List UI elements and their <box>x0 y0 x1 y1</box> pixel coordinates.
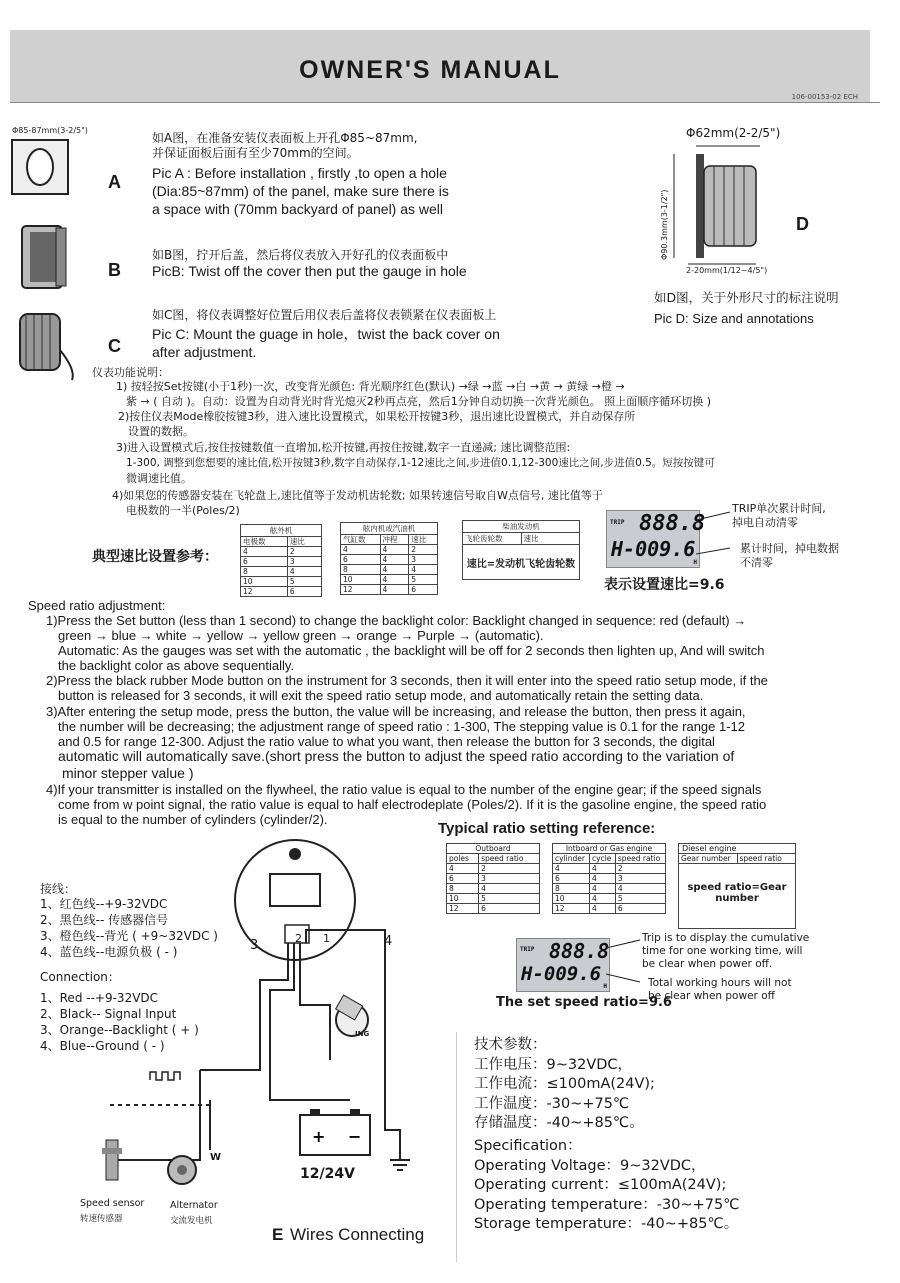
cn-table-inboard <box>340 522 438 595</box>
table-title: Diesel engine <box>679 844 795 854</box>
table-title: 柴油发动机 <box>463 521 579 533</box>
note-line: be clear when power off <box>648 990 775 1002</box>
table-cell: 10 <box>447 894 479 904</box>
table-cell: 3 <box>479 874 540 884</box>
note-line: 累计时间，掉电数据 <box>740 542 839 555</box>
diesel-formula: speed ratio=Gear number <box>687 882 787 904</box>
table-header: poles <box>447 854 479 864</box>
table-header: 速比 <box>523 534 539 543</box>
table-cell: 5 <box>409 575 438 585</box>
table-header: cycle <box>590 854 616 864</box>
step-d-letter: D <box>796 214 809 234</box>
table-cell: 2 <box>409 545 438 555</box>
note-line: 掉电自动清零 <box>732 516 798 529</box>
figure-c-gauge-back <box>14 310 84 382</box>
speed-ratio-line: button is released for 3 seconds, it will exit the speed ratio setup mode, and automatically retain the setting data. <box>58 688 704 703</box>
note-line: 不清零 <box>740 556 773 569</box>
table-cell: 4 <box>615 884 665 894</box>
speed-ratio-line: come from w point signal, the ratio value is equal to half electrodeplate (Poles/2). If it is the gasoline engine, the speed ratio <box>58 797 767 812</box>
table-cell: 4 <box>590 884 616 894</box>
wiring-en-item: 3、Orange--Backlight ( + ) <box>40 1023 199 1037</box>
table-header: speed ratio <box>615 854 665 864</box>
table-cell: 2 <box>615 864 665 874</box>
lcd-callout-lines <box>696 508 732 564</box>
cn-function-line: 4)如果您的传感器安装在飞轮盘上,速比值等于发动机齿轮数; 如果转速信号取自W点信号, 速比值等于 <box>112 489 603 502</box>
specs-en <box>474 1137 739 1235</box>
step-a-en-1: Pic A : Before installation , firstly ,to open a hole <box>152 165 447 181</box>
table-cell: 8 <box>447 884 479 894</box>
table-cell: 8 <box>241 567 288 577</box>
table-header: speed ratio <box>479 854 540 864</box>
speed-sensor-label: Speed sensor <box>80 1198 145 1209</box>
cn-lcd-note-2 <box>740 542 839 570</box>
en-table-diesel <box>678 843 796 929</box>
table-header: 电极数 <box>241 537 288 547</box>
step-b-letter: B <box>108 260 121 280</box>
hole-dimension: Φ85-87mm(3-2/5") <box>12 126 88 135</box>
table-cell: 10 <box>241 577 288 587</box>
speed-ratio-line: Automatic: As the gauges was set with the automatic , the backlight will be off for 2 seconds then lighten up, And will switch <box>58 643 765 658</box>
cn-lcd-note-1 <box>732 502 826 530</box>
column-divider <box>456 1032 457 1262</box>
svg-text:+: + <box>312 1127 326 1146</box>
speed-ratio-line: is equal to the number of cylinders (cylinder/2). <box>58 812 328 827</box>
table-cell: 6 <box>479 904 540 914</box>
wiring-cn-heading: 接线： <box>40 882 77 896</box>
lcd-trip-label: TRIP <box>610 519 625 526</box>
spec-line: Operating Voltage：9~32VDC， <box>474 1157 706 1174</box>
lcd-hours-value: H-009.6 <box>611 537 696 561</box>
table-header: Gear number <box>679 854 738 863</box>
table-cell: 6 <box>409 585 438 595</box>
specs-cn-heading: 技术参数： <box>474 1037 547 1053</box>
table-cell: 6 <box>241 557 288 567</box>
speed-ratio-line: the backlight color as above sequentially. <box>58 658 295 673</box>
spec-line: Storage temperature：-40~+85℃。 <box>474 1216 739 1232</box>
cn-function-line: 设置的数据。 <box>128 425 194 438</box>
table-cell: 2 <box>479 864 540 874</box>
ignition-label: ING <box>355 1030 370 1038</box>
table-cell: 6 <box>553 874 590 884</box>
note-line: Trip is to display the cumulative <box>642 932 810 944</box>
speed-ratio-line: minor stepper value ) <box>62 765 194 781</box>
step-a-letter: A <box>108 172 121 192</box>
header-rule <box>10 102 880 103</box>
speed-ratio-line: 2)Press the black rubber Mode button on the instrument for 3 seconds, then it will enter into the speed ratio setup mode, if the <box>46 673 768 688</box>
cn-function-line: 2)按住仪表Mode橡胶按键3秒，进入速比设置模式，如果松开按键3秒，退出速比设置模式，并自动保存所 <box>118 410 636 423</box>
spec-line: 存储温度：-40~+85℃。 <box>474 1115 644 1131</box>
table-header: 飞轮齿轮数 <box>463 533 522 544</box>
cn-function-line: 电极数的一半(Poles/2) <box>126 504 240 517</box>
table-header: 速比 <box>409 535 438 545</box>
cn-function-line: 微调速比值。 <box>126 472 192 485</box>
speed-ratio-line: and 0.5 for range 12-300. Adjust the ratio value to what you want, then release the button for 3 seconds, the digital <box>58 734 715 749</box>
table-header: speed ratio <box>739 854 782 863</box>
figure-a-panel-hole <box>10 136 70 196</box>
cn-function-line: 3)进入设置模式后,按住按键数值一直增加,松开按键,再按住按键,数字一直递减; 速比调整范围: <box>116 441 571 454</box>
step-c-en-2: after adjustment. <box>152 344 257 360</box>
table-cell: 4 <box>590 904 616 914</box>
wiring-diagram <box>90 830 430 1220</box>
table-header: 速比 <box>287 537 321 547</box>
wiring-cn-item: 2、黑色线-- 传感器信号 <box>40 913 169 927</box>
table-cell: 12 <box>341 585 381 595</box>
table-cell: 4 <box>447 864 479 874</box>
note-line: time for one working time, will <box>642 945 803 957</box>
cn-function-line: 1) 按轻按Set按键(小于1秒)一次，改变背光颜色: 背光顺序红色(默认) →绿 →蓝 →白 →黄 → 黄绿 →橙 → <box>116 380 625 393</box>
diesel-formula: 速比=发动机飞轮齿轮数 <box>466 559 576 570</box>
cn-functions-heading: 仪表功能说明： <box>92 366 169 379</box>
speed-ratio-line: 4)If your transmitter is installed on the flywheel, the ratio value is equal to the number of the engine gear; if the speed signals <box>46 782 762 797</box>
step-c-letter: C <box>108 336 121 356</box>
table-cell: 6 <box>287 587 321 597</box>
specs-cn <box>474 1036 655 1134</box>
step-a-cn-1: 如A图，在准备安装仪表面板上开孔Φ85~87mm, <box>152 131 418 145</box>
table-cell: 2 <box>287 547 321 557</box>
table-header: 气缸数 <box>341 535 381 545</box>
table-cell: 4 <box>590 874 616 884</box>
wiring-en-item: 1、Red --+9-32VDC <box>40 991 159 1005</box>
table-cell: 4 <box>380 565 409 575</box>
wire-number-1: 1 <box>323 932 330 945</box>
table-cell: 8 <box>553 884 590 894</box>
cn-table-diesel <box>462 520 580 580</box>
table-cell: 5 <box>287 577 321 587</box>
wiring-cn-item: 1、红色线--+9-32VDC <box>40 897 168 911</box>
cn-function-line: 紫 → ( 自动 )。自动：设置为自动背光时背光熄灭2秒再点亮，然后1分钟自动切换一次背光颜色。 照上面顺序循环切换 ) <box>126 395 712 408</box>
table-cell: 12 <box>447 904 479 914</box>
wire-number-3: 3 <box>250 938 259 953</box>
document-code: 106-00153-02 ECH <box>791 93 858 101</box>
table-cell: 5 <box>615 894 665 904</box>
lcd-trip-label: TRIP <box>520 946 535 953</box>
table-cell: 10 <box>553 894 590 904</box>
step-c-cn: 如C图，将仪表调整好位置后用仪表后盖将仪表锁紧在仪表面板上 <box>152 308 497 322</box>
table-header: 冲程 <box>380 535 409 545</box>
table-cell: 4 <box>553 864 590 874</box>
en-lcd-note-1 <box>642 932 809 971</box>
figure-e-letter: E <box>272 1225 284 1244</box>
table-cell: 6 <box>615 904 665 914</box>
dimension-height: Φ90.3mm(3-1/2") <box>660 189 669 260</box>
table-cell: 4 <box>241 547 288 557</box>
speed-ratio-line: the number will be decreasing; the adjustment range of speed ratio : 1-300, The stepping value is 0.1 for the range 1-12 <box>58 719 746 734</box>
note-line: TRIP单次累计时间, <box>732 502 826 515</box>
note-line: be clear when power off. <box>642 958 773 970</box>
spec-line: 工作电流：≤100mA(24V); <box>474 1076 655 1092</box>
wiring-en-item: 4、Blue--Ground ( - ) <box>40 1039 165 1053</box>
table-cell: 3 <box>615 874 665 884</box>
en-ref-title: Typical ratio setting reference: <box>438 820 656 837</box>
table-cell: 4 <box>380 585 409 595</box>
table-title: Intboard or Gas engine <box>552 843 666 853</box>
table-cell: 8 <box>341 565 381 575</box>
step-a-en-2: (Dia:85~87mm) of the panel, make sure there is <box>152 183 449 199</box>
cn-function-line: 1-300, 调整到您想要的速比值,松开按键3秒,数字自动保存,1-12速比之间,步进值0.1,12-300速比之间,步进值0.5。短按按键可 <box>126 457 715 469</box>
table-cell: 4 <box>380 575 409 585</box>
table-cell: 4 <box>380 555 409 565</box>
wiring-en-item: 2、Black-- Signal Input <box>40 1007 177 1021</box>
speed-ratio-line: 1)Press the Set button (less than 1 second) to change the backlight color: Backlight changed in sequence: red (default) → <box>46 613 747 628</box>
step-c-en-1: Pic C: Mount the guage in hole，twist the back cover on <box>152 326 500 342</box>
alternator-label-cn: 交流发电机 <box>170 1216 213 1226</box>
alternator-label: Alternator <box>170 1200 218 1211</box>
table-cell: 4 <box>380 545 409 555</box>
table-cell: 12 <box>553 904 590 914</box>
table-cell: 4 <box>479 884 540 894</box>
table-title: 舷内机或汽油机 <box>340 522 438 534</box>
table-cell: 3 <box>409 555 438 565</box>
spec-line: Operating temperature：-30~+75℃ <box>474 1196 740 1213</box>
en-table-outboard <box>446 843 540 914</box>
figure-e-caption: Wires Connecting <box>290 1225 425 1244</box>
lcd-h-label: H <box>693 559 697 566</box>
cn-ref-label: 典型速比设置参考： <box>92 549 218 565</box>
step-b-en: PicB: Twist off the cover then put the gauge in hole <box>152 263 467 279</box>
wire-number-4: 4 <box>384 934 393 949</box>
spec-line: Operating current：≤100mA(24V); <box>474 1177 727 1193</box>
spec-line: 工作电压：9~32VDC， <box>474 1056 633 1073</box>
wiring-en-heading: Connection： <box>40 970 120 984</box>
specs-en-heading: Specification： <box>474 1138 582 1154</box>
wiring-cn-item: 3、橙色线--背光 ( +9~32VDC ) <box>40 929 218 943</box>
wiring-cn-item: 4、蓝色线--电源负极 ( - ) <box>40 945 178 959</box>
table-cell: 3 <box>287 557 321 567</box>
table-title: Outboard <box>446 843 540 853</box>
lcd-display-en <box>516 938 610 992</box>
cn-table-outboard <box>240 524 322 597</box>
step-b-cn: 如B图，拧开后盖，然后将仪表放入开好孔的仪表面板中 <box>152 248 449 262</box>
wire-number-2: 2 <box>295 932 302 945</box>
lcd-hours-value: H-009.6 <box>521 963 602 985</box>
table-header: cylinder <box>553 854 590 864</box>
lcd-trip-value: 888.8 <box>639 511 706 536</box>
dimension-depth: 2-20mm(1/12~4/5") <box>686 266 768 275</box>
table-cell: 4 <box>409 565 438 575</box>
dimension-diameter: Φ62mm(2-2/5") <box>686 126 781 140</box>
speed-ratio-heading: Speed ratio adjustment: <box>28 598 166 613</box>
step-d-cn: 如D图，关于外形尺寸的标注说明 <box>654 290 839 305</box>
speed-ratio-line: green → blue → white → yellow → yellow green → orange → Purple → (automatic). <box>58 628 544 643</box>
figure-b-gauge-side <box>16 218 72 298</box>
table-cell: 12 <box>241 587 288 597</box>
alternator-w-label: W <box>210 1152 222 1163</box>
table-cell: 4 <box>287 567 321 577</box>
step-d-en: Pic D: Size and annotations <box>654 311 814 326</box>
lcd-h-label: H <box>603 983 607 990</box>
battery-label: 12/24V <box>300 1166 355 1182</box>
table-cell: 4 <box>590 864 616 874</box>
table-cell: 4 <box>590 894 616 904</box>
table-cell: 6 <box>447 874 479 884</box>
speed-ratio-line: automatic will automatically save.(short press the button to adjust the speed ratio according to the variation of <box>58 748 735 764</box>
lcd-callout-lines <box>606 934 642 990</box>
en-table-inboard <box>552 843 666 914</box>
cn-lcd-caption: 表示设置速比=9.6 <box>604 577 725 593</box>
note-line: Total working hours will not <box>648 977 792 989</box>
table-title: 舷外机 <box>240 524 322 536</box>
spec-line: 工作温度：-30~+75℃ <box>474 1095 630 1112</box>
speed-ratio-line: 3)After entering the setup mode, press the button, the value will be increasing, and release the button, then press it again, <box>46 704 746 719</box>
lcd-display-cn <box>606 510 706 568</box>
lcd-trip-value: 888.8 <box>549 939 610 963</box>
dimension-height-wrap <box>652 170 712 260</box>
page-title: OWNER'S MANUAL <box>299 56 561 84</box>
table-cell: 5 <box>479 894 540 904</box>
svg-text:−: − <box>348 1127 362 1146</box>
table-cell: 4 <box>341 545 381 555</box>
table-cell: 6 <box>341 555 381 565</box>
step-a-en-3: a space with (70mm backyard of panel) as well <box>152 201 444 217</box>
en-lcd-caption: The set speed ratio=9.6 <box>496 995 672 1010</box>
table-cell: 10 <box>341 575 381 585</box>
step-a-cn-2: 并保证面板后面有至少70mm的空间。 <box>152 146 359 160</box>
speed-sensor-label-cn: 转速传感器 <box>80 1214 123 1224</box>
